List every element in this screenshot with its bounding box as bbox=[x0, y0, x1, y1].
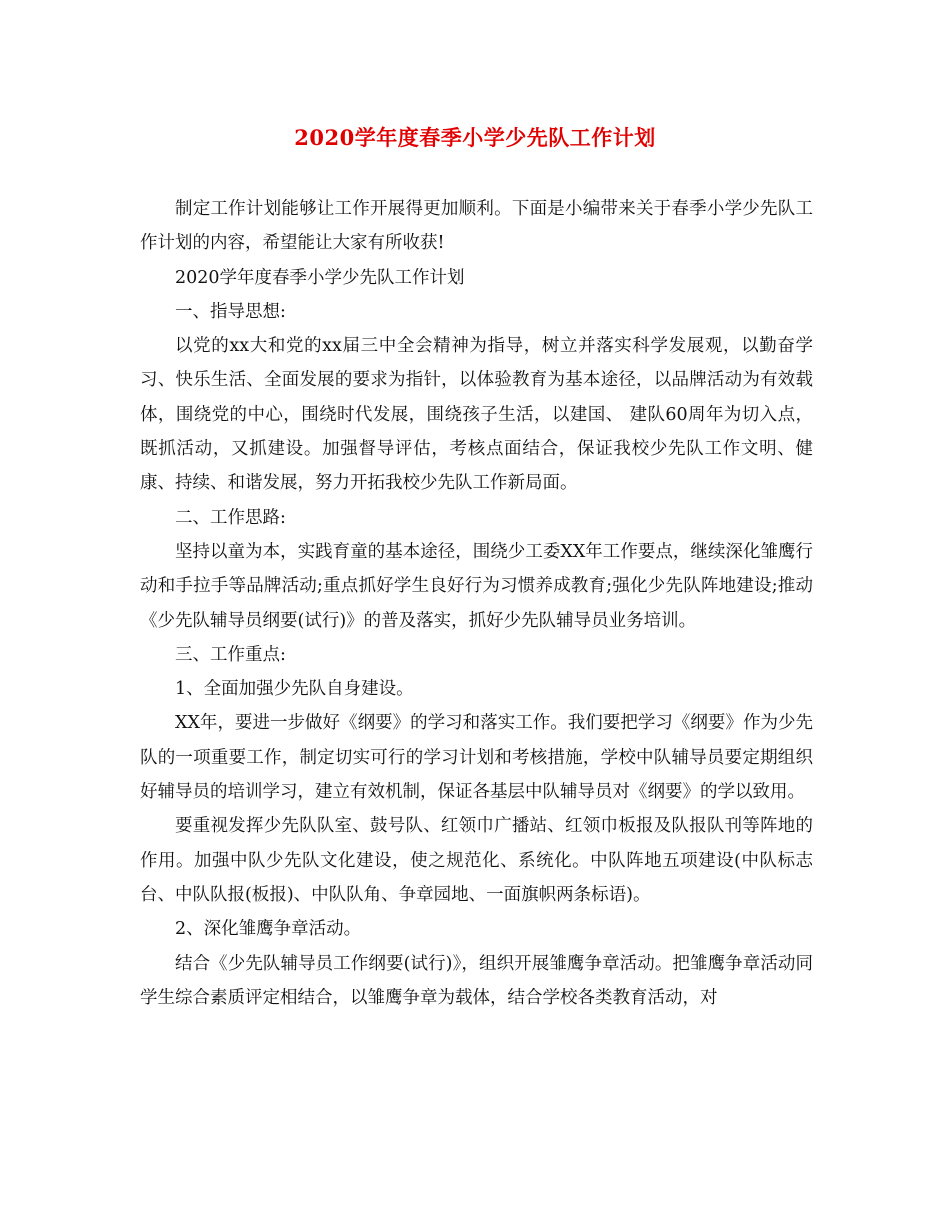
paragraph-focus-1b: 要重视发挥少先队队室、鼓号队、红领巾广播站、红领巾板报及队报队刊等阵地的作用。加强中队少先队文化建设，使之规范化、系统化。中队阵地五项建设(中队标志台、中队队报(板报)、中队队角、争章园地、一面旗帜两条标语)。 bbox=[140, 816, 813, 905]
document-body bbox=[140, 192, 813, 1015]
paragraph-guiding-ideology: 以党的xx大和党的xx届三中全会精神为指导，树立并落实科学发展观，以勤奋学习、快乐生活、全面发展的要求为指针，以体验教育为基本途径，以品牌活动为有效载体，围绕党的中心，围绕时代发展，围绕孩子生活，以建国、 建队60周年为切入点，既抓活动，又抓建设。加强督导评估，考核点面结合，保证我校少先队工作文明、健康、持续、和谐发展，努力开拓我校少先队工作新局面。 bbox=[140, 336, 813, 494]
heading-guiding-ideology: 一、指导思想: bbox=[175, 301, 286, 322]
subheading-focus-1: 1、全面加强少先队自身建设。 bbox=[175, 679, 414, 700]
subheading-focus-2: 2、深化雏鹰争章活动。 bbox=[175, 919, 362, 940]
paragraph-subtitle: 2020学年度春季小学少先队工作计划 bbox=[175, 267, 465, 288]
paragraph-intro: 制定工作计划能够让工作开展得更加顺利。下面是小编带来关于春季小学少先队工作计划的内容，希望能让大家有所收获! bbox=[140, 199, 813, 254]
paragraph-focus-1a: XX年，要进一步做好《纲要》的学习和落实工作。我们要把学习《纲要》作为少先队的一项重要工作，制定切实可行的学习计划和考核措施，学校中队辅导员要定期组织好辅导员的培训学习，建立有效机制，保证各基层中队辅导员对《纲要》的学以致用。 bbox=[140, 713, 813, 803]
heading-work-focus: 三、工作重点: bbox=[175, 644, 286, 665]
document-title: 2020学年度春季小学少先队工作计划 bbox=[294, 125, 656, 150]
paragraph-focus-2: 结合《少先队辅导员工作纲要(试行)》，组织开展雏鹰争章活动。把雏鹰争章活动同学生综合素质评定相结合，以雏鹰争章为载体，结合学校各类教育活动，对 bbox=[140, 953, 813, 1008]
heading-work-approach: 二、工作思路: bbox=[175, 507, 286, 528]
paragraph-work-approach: 坚持以童为本，实践育童的基本途径，围绕少工委XX年工作要点，继续深化雏鹰行动和手拉手等品牌活动;重点抓好学生良好行为习惯养成教育;强化少先队阵地建设;推动《少先队辅导员纲要(试行)》的普及落实，抓好少先队辅导员业务培训。 bbox=[140, 541, 813, 631]
